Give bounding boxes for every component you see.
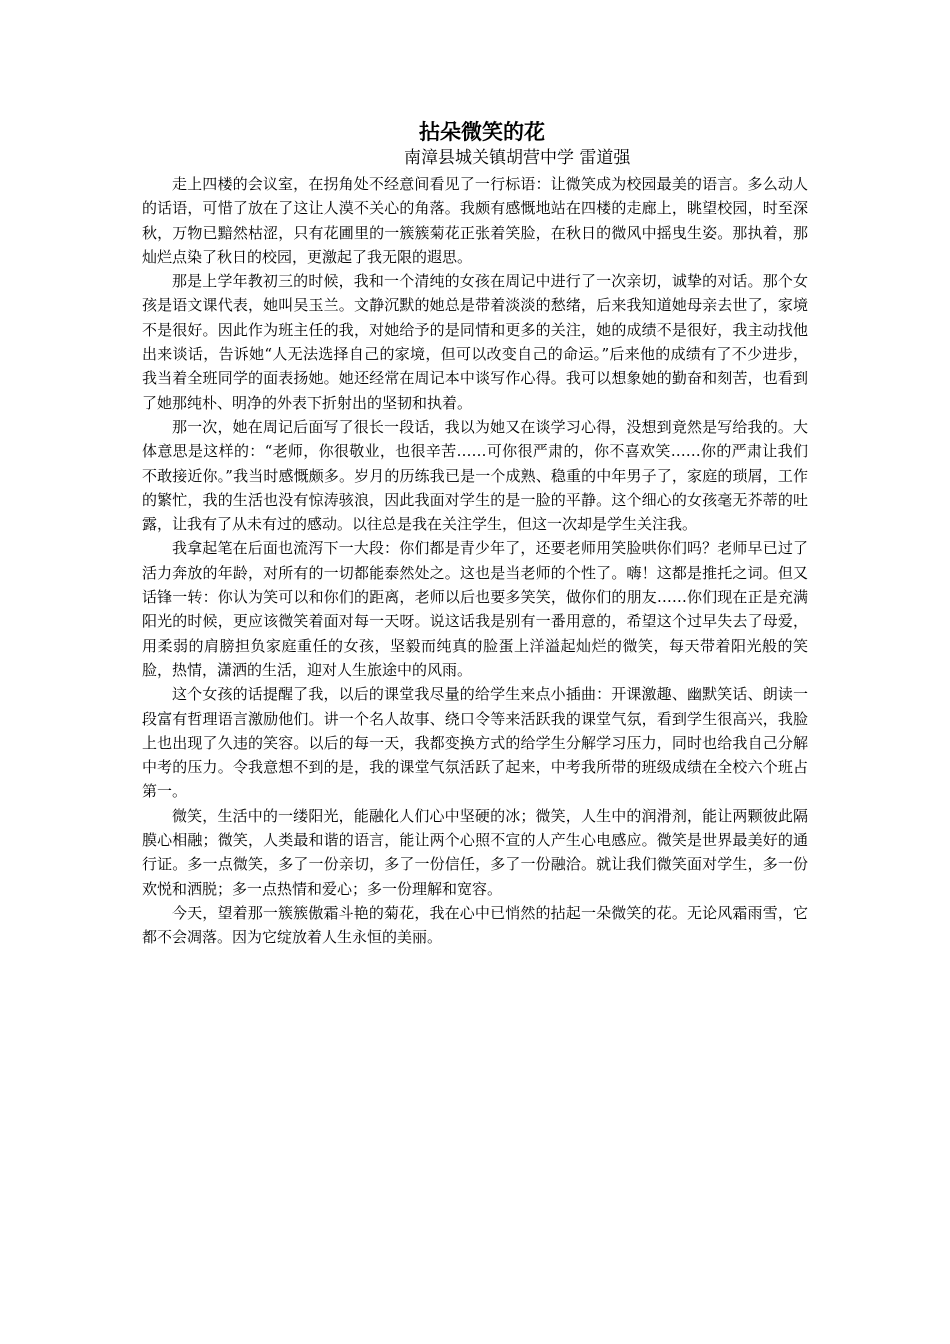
paragraph-3: 那一次，她在周记后面写了很长一段话，我以为她又在谈学习心得，没想到竟然是写给我的。大体意思是这样的：“老师，你很敬业，也很辛苦……可你很严肃的，你不喜欢笑……你的严肃让我们不敢接近你。”我当时感慨颇多。岁月的历练我已是一个成熟、稳重的中年男子了，家庭的琐屑，工作的繁忙，我的生活也没有惊涛骇浪，因此我面对学生的是一脸的平静。这个细心的女孩毫无芥蒂的吐露，让我有了从未有过的感动。以往总是我在关注学生，但这一次却是学生关注我。 [142, 417, 808, 534]
paragraph-2: 那是上学年教初三的时候，我和一个清纯的女孩在周记中进行了一次亲切，诚挚的对话。那个女孩是语文课代表，她叫吴玉兰。文静沉默的她总是带着淡淡的愁绪，后来我知道她母亲去世了，家境不是很好。因此作为班主任的我，对她给予的是同情和更多的关注，她的成绩不是很好，我主动找他出来谈话，告诉她“人无法选择自己的家境，但可以改变自己的命运。”后来他的成绩有了不少进步，我当着全班同学的面表扬她。她还经常在周记本中谈写作心得。我可以想象她的勤奋和刻苦，也看到了她那纯朴、明净的外表下折射出的坚韧和执着。 [142, 272, 808, 412]
paragraph-5: 这个女孩的话提醒了我，以后的课堂我尽量的给学生来点小插曲：开课激趣、幽默笑话、朗读一段富有哲理语言激励他们。讲一个名人故事、绕口令等来活跃我的课堂气氛，看到学生很高兴，我脸上也出现了久违的笑容。以后的每一天，我都变换方式的给学生分解学习压力，同时也给我自己分解中考的压力。令我意想不到的是，我的课堂气氛活跃了起来，中考我所带的班级成绩在全校六个班占第一。 [142, 685, 808, 801]
article-author: 南漳县城关镇胡营中学 雷道强 [404, 148, 631, 168]
paragraph-6: 微笑，生活中的一缕阳光，能融化人们心中坚硬的冰；微笑，人生中的润滑剂，能让两颗彼此隔膜心相融；微笑，人类最和谐的语言，能让两个心照不宣的人产生心电感应。微笑是世界最美好的通行证。多一点微笑，多了一份亲切，多了一份信任，多了一份融洽。就让我们微笑面对学生，多一份欢悦和洒脱；多一点热情和爱心；多一份理解和宽容。 [142, 806, 808, 898]
article-title: 拈朵微笑的花 [419, 120, 545, 144]
paragraph-7: 今天，望着那一簇簇傲霜斗艳的菊花，我在心中已悄然的拈起一朵微笑的花。无论风霜雨雪，它都不会凋落。因为它绽放着人生永恒的美丽。 [142, 903, 808, 947]
paragraph-4: 我拿起笔在后面也流泻下一大段：你们都是青少年了，还要老师用笑脸哄你们吗？老师早已过了活力奔放的年龄，对所有的一切都能泰然处之。这也是当老师的个性了。嗨！这都是推托之词。但又话锋一转：你认为笑可以和你们的距离，老师以后也要多笑笑，做你们的朋友……你们现在正是充满阳光的时候，更应该微笑着面对每一天呀。说这话我是别有一番用意的，希望这个过早失去了母爱，用柔弱的肩膀担负家庭重任的女孩，坚毅而纯真的脸蛋上洋溢起灿烂的微笑，每天带着阳光般的笑脸，热情，潇洒的生活，迎对人生旅途中的风雨。 [142, 539, 808, 679]
document-page [142, 118, 808, 950]
paragraph-1: 走上四楼的会议室，在拐角处不经意间看见了一行标语：让微笑成为校园最美的语言。多么动人的话语，可惜了放在了这让人漠不关心的角落。我颇有感慨地站在四楼的走廊上，眺望校园，时至深秋，万物已黯然枯涩，只有花圃里的一簇簇菊花正张着笑脸，在秋日的微风中摇曳生姿。那执着，那灿烂点染了秋日的校园，更激起了我无限的遐思。 [142, 175, 808, 266]
